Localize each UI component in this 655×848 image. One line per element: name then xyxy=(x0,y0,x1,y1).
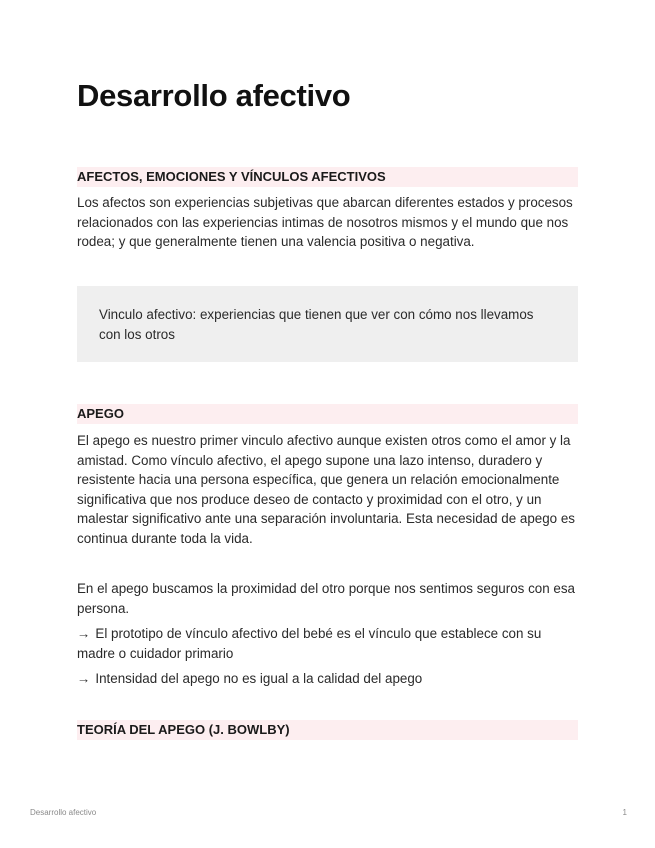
callout-text: Vinculo afectivo: experiencias que tienen que ver con cómo nos llevamos con los otros xyxy=(99,307,534,342)
bullet-text xyxy=(77,669,422,689)
page-number: 1 xyxy=(622,808,627,817)
section-heading-teoria: TEORÍA DEL APEGO (J. BOWLBY) xyxy=(77,720,578,740)
bullet-item xyxy=(77,624,578,663)
callout-block xyxy=(77,286,578,362)
section-heading-apego: APEGO xyxy=(77,404,578,424)
paragraph-apego-definition: El apego es nuestro primer vinculo afectivo aunque existen otros como el amor y la amistad. Como vínculo afectivo, el apego supone una lazo intenso, duradero y resistente hacia una persona específica, que genera un relación emocionalmente significativa que nos produce deseo de contacto y proximidad con el otro, y un malestar significativo ante una separación involuntaria. Esta necesidad de apego es continua durante toda la vida. xyxy=(77,433,575,546)
arrow-right-icon: → xyxy=(77,671,91,686)
arrow-right-icon: → xyxy=(77,626,91,641)
page-title: Desarrollo afectivo xyxy=(77,78,351,113)
paragraph-apego-proximity: En el apego buscamos la proximidad del otro porque nos sentimos seguros con esa persona. xyxy=(77,581,575,616)
footer-title: Desarrollo afectivo xyxy=(30,808,97,817)
bullet-label: El prototipo de vínculo afectivo del bebé es el vínculo que establece con su madre o cuidador primario xyxy=(77,626,542,661)
bullet-item xyxy=(77,669,578,689)
bullet-label: Intensidad del apego no es igual a la calidad del apego xyxy=(95,671,423,686)
section-heading-afectos: AFECTOS, EMOCIONES Y VÍNCULOS AFECTIVOS xyxy=(77,167,578,187)
paragraph-afectos: Los afectos son experiencias subjetivas que abarcan diferentes estados y procesos relacionados con las experiencias intimas de nosotros mismos y el mundo que nos rodea; y que generalmente tienen una valencia positiva o negativa. xyxy=(77,195,573,249)
bullet-text xyxy=(77,624,578,663)
